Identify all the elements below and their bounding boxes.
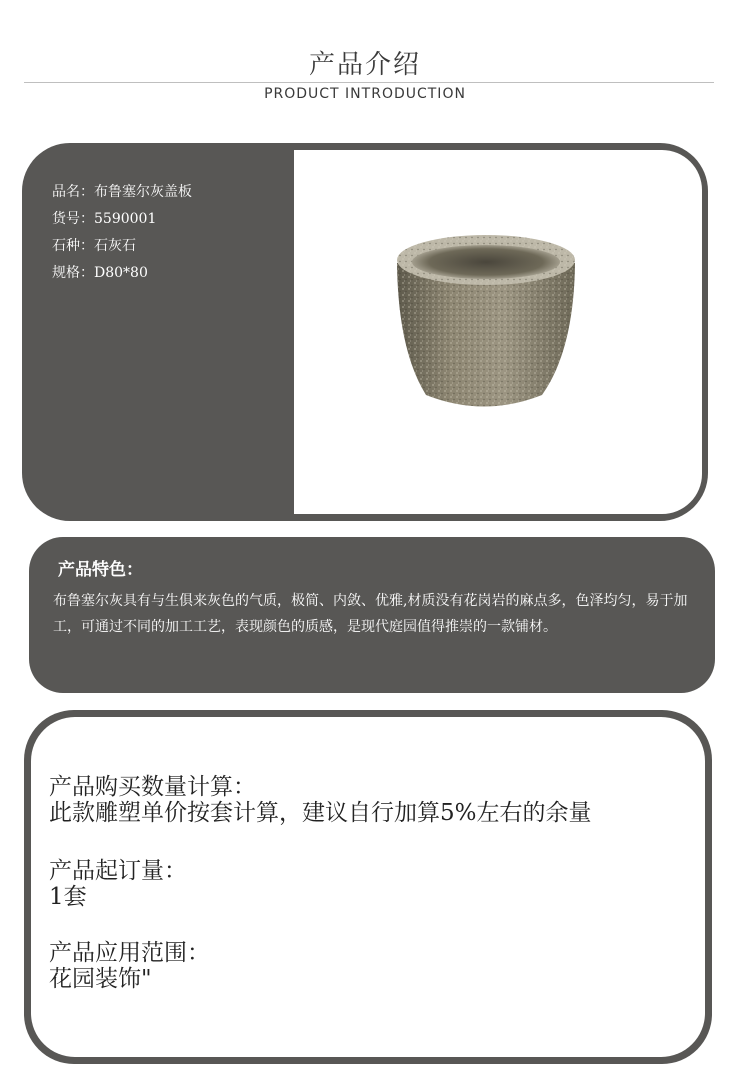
- quantity-calc-block: [49, 774, 592, 826]
- spec-size: 规格：D80*80: [52, 265, 148, 281]
- header-subtitle: PRODUCT INTRODUCTION: [264, 86, 466, 102]
- usage-block: [49, 940, 210, 992]
- features-card: [29, 537, 715, 693]
- stone-pot-image: [294, 150, 702, 514]
- usage-title: 产品应用范围：: [49, 940, 210, 966]
- product-spec-card: [22, 143, 708, 521]
- spec-name: 品名：布鲁塞尔灰盖板: [52, 184, 192, 200]
- min-order-title: 产品起订量：: [49, 858, 187, 884]
- min-order-block: [49, 858, 187, 910]
- purchase-info-card: [24, 710, 712, 1064]
- min-order-value: 1套: [49, 884, 87, 910]
- spec-stone-type: 石种：石灰石: [52, 238, 136, 254]
- quantity-calc-title: 产品购买数量计算：: [49, 774, 256, 800]
- purchase-info-panel: [31, 717, 705, 1057]
- features-body: 布鲁塞尔灰具有与生俱来灰色的气质，极简、内敛、优雅,材质没有花岗岩的麻点多，色泽均匀，易于加工，可通过不同的加工工艺，表现颜色的质感，是现代庭园值得推崇的一款铺材。: [53, 593, 688, 635]
- features-title: 产品特色：: [58, 560, 143, 580]
- header-title: 产品介绍: [308, 50, 421, 80]
- quantity-calc-text: 此款雕塑单价按套计算，建议自行加算5%左右的余量: [49, 800, 592, 826]
- header-divider: [24, 82, 714, 83]
- spec-list: [52, 179, 192, 287]
- usage-value: 花园装饰": [49, 966, 152, 992]
- product-image-panel: [294, 150, 702, 514]
- spec-item-number: 货号：5590001: [52, 211, 157, 227]
